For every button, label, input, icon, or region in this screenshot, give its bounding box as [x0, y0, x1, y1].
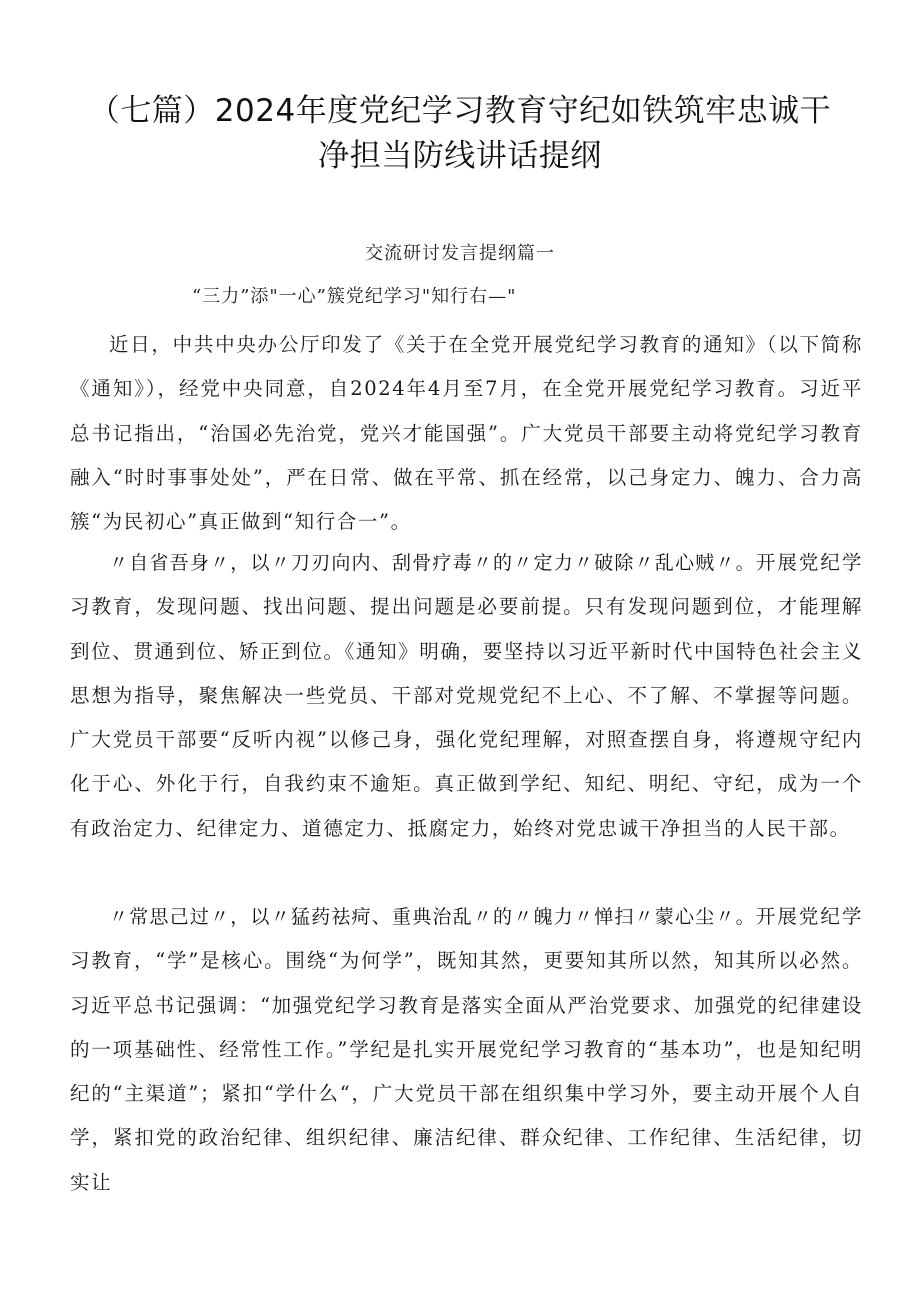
document-title-line-2: 净担当防线讲话提纲: [318, 138, 602, 174]
paragraph-1: [70, 323, 863, 544]
paragraph-2-text: 开展党纪学习教育，发现问题、找出问题、提出问题是必要前提。只有发现问题到位，才能理解到位、贯通到位、矫正到位。《通知》明确，要坚持以习近平新时代中国特色社会主义思想为指导，聚焦解决一些党员、干部对党规党纪不上心、不了解、不掌握等问题。广大党员干部要“反听内视”以修己身，强化党纪理解，对照查摆自身，将遵规守纪内化于心、外化于行，自我约束不逾矩。真正做到学纪、知纪、明纪、守纪，成为一个有政治定力、纪律定力、道德定力、抵腐定力，始终对党忠诚干净担当的人民干部。: [70, 551, 863, 840]
paragraph-2: [70, 541, 863, 851]
paragraph-3-text: 开展党纪学习教育，“学”是核心。围绕“为何学”，既知其然，更要知其所以然，知其所以必然。习近平总书记强调：“加强党纪学习教育是落实全面从严治党要求、加强党的纪律建设的一项基础性、经常性工作。”学纪是扎实开展党纪学习教育的“基本功”，也是知纪明纪的“主渠道”；紧扣“学什么“，广大党员干部在组织集中学习外，要主动开展个人自学，紧扣党的政治纪律、组织纪律、廉洁纪律、群众纪律、工作纪律、生活纪律，切实让: [70, 905, 863, 1194]
document-title-line-1: （七篇）2024年度党纪学习教育守纪如铁筑牢忠诚干: [88, 93, 832, 129]
paragraph-2-lead: 〃自省吾身〃，以〃刀刃向内、刮骨疗毒〃的〃定力〃破除〃乱心贼〃。: [109, 552, 756, 574]
paragraph-3-lead: 〃常思己过〃，以〃猛药祛疴、重典治乱〃的〃魄力〃惮扫〃蒙心尘〃。: [109, 906, 756, 928]
section-heading: 交流研讨发言提纲篇一: [365, 243, 555, 264]
paragraph-3: [70, 895, 863, 1205]
paragraph-1-text: 近日，中共中央办公厅印发了《关于在全党开展党纪学习教育的通知》（以下简称《通知》），经党中央同意，自2024年4月至7月，在全党开展党纪学习教育。习近平总书记指出，“治国必先治党，党兴才能国强”。广大党员干部要主动将党纪学习教育融入“时时事事处处”，严在日常、做在平常、抓在经常，以己身定力、魄力、合力高簇“为民初心”真正做到“知行合一”。: [70, 333, 863, 534]
section-subtitle: “三力”添"一心”簇党纪学习"知行右—": [192, 286, 517, 307]
